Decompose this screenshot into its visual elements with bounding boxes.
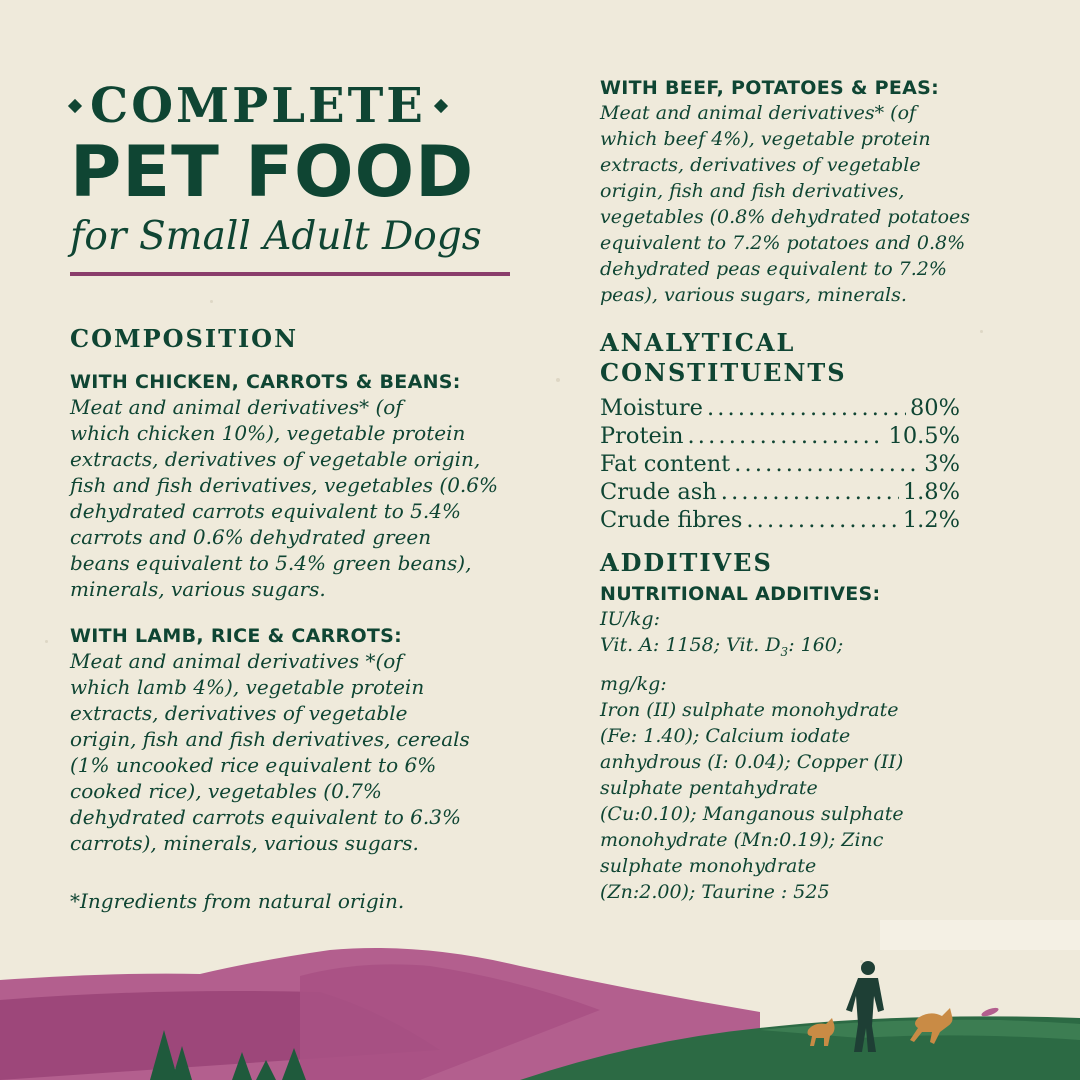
chicken-line: carrots and 0.6% dehydrated green [70,525,432,549]
paper-speck [45,640,48,643]
chicken-line: beans equivalent to 5.4% green beans), [70,551,472,575]
constituent-row [600,450,960,478]
vit-a-text: Vit. A: 1158; Vit. D [600,634,781,656]
diamond-icon [68,99,82,113]
landscape-illustration [0,900,1080,1080]
chicken-line: minerals, various sugars. [70,577,326,601]
mg-line: Iron (II) sulphate monohydrate [600,698,899,721]
frisbee-icon [981,1006,1000,1018]
mg-line: anhydrous (I: 0.04); Copper (II) [600,750,904,773]
leader-dots [688,422,885,450]
constituent-label: Crude ash [600,479,717,505]
mg-unit: mg/kg: [600,672,667,695]
constituent-row [600,506,960,534]
title-line3: for Small Adult Dogs [70,214,482,259]
lamb-line: origin, fish and fish derivatives, cereals [70,727,470,751]
leader-dots [721,478,899,506]
mg-line: (Cu:0.10); Manganous sulphate [600,802,904,825]
title-line2: PET FOOD [70,131,475,213]
analytical-heading-line1: ANALYTICAL [600,328,796,357]
right-column [600,76,1040,905]
constituent-value: 1.2% [902,507,960,533]
beef-line: vegetables (0.8% dehydrated potatoes [600,206,971,228]
mg-line: sulphate pentahydrate [600,776,818,799]
composition-heading: COMPOSITION [70,324,299,353]
lamb-line: which lamb 4%), vegetable protein [70,675,425,699]
diamond-icon [434,99,448,113]
cloud-band [880,920,1080,950]
constituent-row [600,478,960,506]
analytical-heading [600,328,1040,388]
leader-dots [746,506,898,534]
additives-heading: ADDITIVES [600,548,773,577]
title-complete [70,78,540,134]
chicken-line: extracts, derivatives of vegetable origin, [70,447,481,471]
beef-text [600,100,1040,308]
chicken-text [70,394,540,602]
lamb-line: carrots), minerals, various sugars. [70,831,419,855]
mg-line: (Fe: 1.40); Calcium iodate [600,724,851,747]
constituent-label: Fat content [600,451,731,477]
lamb-line: Meat and animal derivatives *(of [70,649,403,673]
mg-line: (Zn:2.00); Taurine : 525 [600,880,830,903]
iu-unit: IU/kg: [600,608,660,630]
chicken-line: dehydrated carrots equivalent to 5.4% [70,499,461,523]
lamb-line: extracts, derivatives of vegetable [70,701,408,725]
left-column [70,78,540,914]
beef-line: origin, fish and fish derivatives, [600,180,905,202]
nutritional-additives-heading: NUTRITIONAL ADDITIVES: [600,583,881,605]
constituent-row [600,394,960,422]
beef-line: dehydrated peas equivalent to 7.2% [600,258,947,280]
beef-line: Meat and animal derivatives* (of [600,102,917,124]
constituents-table [600,394,1040,534]
title-underline [70,272,510,276]
vit-d-subscript: 3 [780,644,789,659]
beef-line: extracts, derivatives of vegetable [600,154,921,176]
beef-line: peas), various sugars, minerals. [600,284,907,306]
constituent-row [600,422,960,450]
lamb-line: cooked rice), vegetables (0.7% [70,779,382,803]
chicken-line: fish and fish derivatives, vegetables (0.6% [70,473,499,497]
beef-line: which beef 4%), vegetable protein [600,128,931,150]
leader-dots [734,450,920,478]
mg-line: sulphate monohydrate [600,854,817,877]
constituent-value: 10.5% [888,423,960,449]
constituent-value: 3% [924,451,960,477]
paper-speck [556,378,560,382]
constituent-value: 80% [909,395,960,421]
vit-d-value: : 160; [788,634,844,656]
mg-line: monohydrate (Mn:0.19); Zinc [600,828,884,851]
lamb-text [70,648,540,856]
constituent-label: Protein [600,423,684,449]
mg-additives [600,697,1040,905]
beef-line: equivalent to 7.2% potatoes and 0.8% [600,232,966,254]
chicken-line: Meat and animal derivatives* (of [70,395,403,419]
lamb-line: dehydrated carrots equivalent to 6.3% [70,805,461,829]
chicken-line: which chicken 10%), vegetable protein [70,421,466,445]
footnote: *Ingredients from natural origin. [70,889,405,913]
vitamins-line [600,632,1040,665]
leader-dots [707,394,906,422]
constituent-label: Crude fibres [600,507,743,533]
title-line1: COMPLETE [90,78,426,134]
constituent-label: Moisture [600,395,703,421]
beef-heading: WITH BEEF, POTATOES & PEAS: [600,77,940,99]
chicken-heading: WITH CHICKEN, CARROTS & BEANS: [70,371,461,393]
lamb-heading: WITH LAMB, RICE & CARROTS: [70,625,403,647]
lamb-line: (1% uncooked rice equivalent to 6% [70,753,437,777]
analytical-heading-line2: CONSTITUENTS [600,358,847,387]
constituent-value: 1.8% [902,479,960,505]
